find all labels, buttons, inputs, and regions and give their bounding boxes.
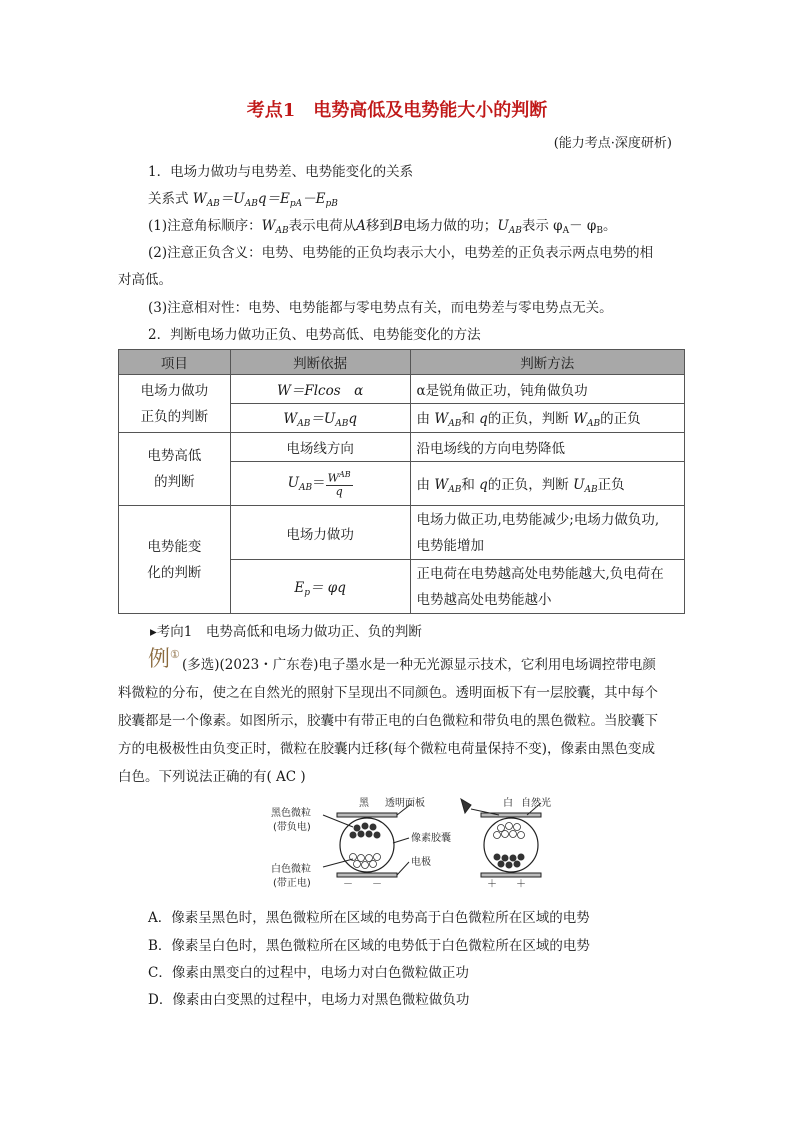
example-mark (148, 642, 180, 673)
e-ink-figure (265, 795, 565, 895)
fig-plus-2: ＋ (516, 879, 526, 890)
option-b: B．像素呈白色时，黑色微粒所在区域的电势低于白色微粒所在区域的电势 (148, 938, 590, 954)
header-basis: 判断依据 (230, 350, 410, 375)
option-c: C．像素由黑变白的过程中，电场力对白色微粒做正功 (148, 965, 469, 981)
formula-text: $W_{AB}=U_{AB}q=E_{pA}-E_{pB}$ (192, 191, 338, 209)
basis-cell: 电场力做功 (230, 506, 410, 560)
item-cell: 电场力做功 正负的判断 (119, 375, 231, 433)
fig-capsule: 像素胶囊 (411, 833, 451, 844)
black-particles (350, 823, 381, 839)
eye-icon (461, 799, 471, 813)
fig-panel: 透明面板 (385, 798, 425, 809)
basis-cell: W＝Flcos α (230, 375, 410, 404)
table-header-row (119, 350, 685, 375)
option-d: D．像素由白变黑的过程中，电场力对黑色微粒做负功 (148, 992, 470, 1008)
note-2-line1: (2)注意正负含义：电势、电势能的正负均表示大小，电势差的正负表示两点电势的相 (148, 245, 654, 261)
fig-neg-charge: (带负电) (273, 822, 311, 833)
page-title: 考点1 电势高低及电势能大小的判断 (246, 100, 548, 121)
fig-white: 白 (503, 798, 513, 809)
note-3: (3)注意相对性：电势、电势能都与零电势点有关，而电势差与零电势点无关。 (148, 300, 613, 316)
option-a: A．像素呈黑色时，黑色微粒所在区域的电势高于白色微粒所在区域的电势 (148, 910, 590, 926)
basis-cell: $W_{AB}=U_{AB}q$ (230, 404, 410, 433)
judgment-table (118, 349, 685, 614)
fraction: $\frac{W^{AB}}{q}$ (327, 470, 351, 498)
subtitle: (能力考点·深度研析) (553, 136, 672, 151)
table-row (119, 433, 685, 462)
note-2-line2: 对高低。 (118, 272, 172, 288)
basis-cell: 电场线方向 (230, 433, 410, 462)
example-line-3: 胶囊都是一个像素。如图所示，胶囊中有带正电的白色微粒和带负电的黑色微粒。当胶囊下 (118, 713, 658, 729)
table-row (119, 375, 685, 404)
table-row (119, 506, 685, 560)
fig-black-particle: 黑色微粒 (271, 808, 311, 819)
method-cell: 沿电场线的方向电势降低 (410, 433, 684, 462)
fig-electrode: 电极 (411, 857, 431, 868)
item-cell: 电势高低 的判断 (119, 433, 231, 506)
direction-heading: ▸考向1 电势高低和电场力做功正、负的判断 (150, 624, 422, 640)
left-pixel (323, 804, 411, 877)
basis-cell: $E_p= \varphi q$ (230, 560, 410, 614)
fig-white-particle: 白色微粒 (271, 864, 311, 875)
header-item: 项目 (119, 350, 231, 375)
fig-black: 黑 (359, 798, 369, 809)
method-cell: 由 $W_{AB}$和 q的正负，判断 $W_{AB}$的正负 (410, 404, 684, 433)
example-line-4: 方的电极极性由负变正时，微粒在胶囊内迁移(每个微粒电荷量保持不变)，像素由黑色变成 (118, 741, 656, 757)
example-line-5: 白色。下列说法正确的有( AC ) (118, 769, 306, 785)
fig-plus-1: ＋ (487, 879, 497, 890)
method-cell: 电场力做正功,电势能减少;电场力做负功, 电势能增加 (410, 506, 684, 560)
item-cell: 电势能变 化的判断 (119, 506, 231, 614)
example-line-1: (多选)(2023・广东卷)电子墨水是一种无光源显示技术，它利用电场调控带电颜 (182, 657, 656, 673)
method-cell: 正电荷在电势越高处电势能越大,负电荷在 电势越高处电势能越小 (410, 560, 684, 614)
header-method: 判断方法 (410, 350, 684, 375)
fig-pos-charge: (带正电) (273, 878, 311, 889)
example-line-2: 料微粒的分布，使之在自然光的照射下呈现出不同颜色。透明面板下有一层胶囊，其中每个 (118, 685, 658, 701)
relation-formula (148, 187, 338, 209)
example-number: ① (170, 648, 180, 661)
right-pixel (461, 799, 541, 877)
method-cell: 由 $W_{AB}$和 q的正负，判断 $U_{AB}$正负 (410, 462, 684, 506)
fig-natural-light: 自然光 (521, 798, 551, 809)
method-cell: α是锐角做正功，钝角做负功 (410, 375, 684, 404)
point-1: 1．电场力做功与电势差、电势能变化的关系 (148, 164, 414, 180)
fig-minus-2: － (372, 879, 382, 890)
basis-cell: $U_{AB}=$ $\frac{W^{AB}}{q}$ (230, 462, 410, 506)
relation-label: 关系式 (148, 191, 193, 207)
white-particles (350, 854, 381, 869)
example-label: 例 (148, 647, 171, 672)
point-2: 2．判断电场力做功正负、电势高低、电势能变化的方法 (148, 327, 481, 343)
fig-minus-1: － (343, 879, 353, 890)
note-1: (1)注意角标顺序：$W_{AB}$表示电荷从A移到B电场力做的功；$U_{AB}$表示 $\varphi_A- \varphi_B$。 (148, 218, 617, 236)
